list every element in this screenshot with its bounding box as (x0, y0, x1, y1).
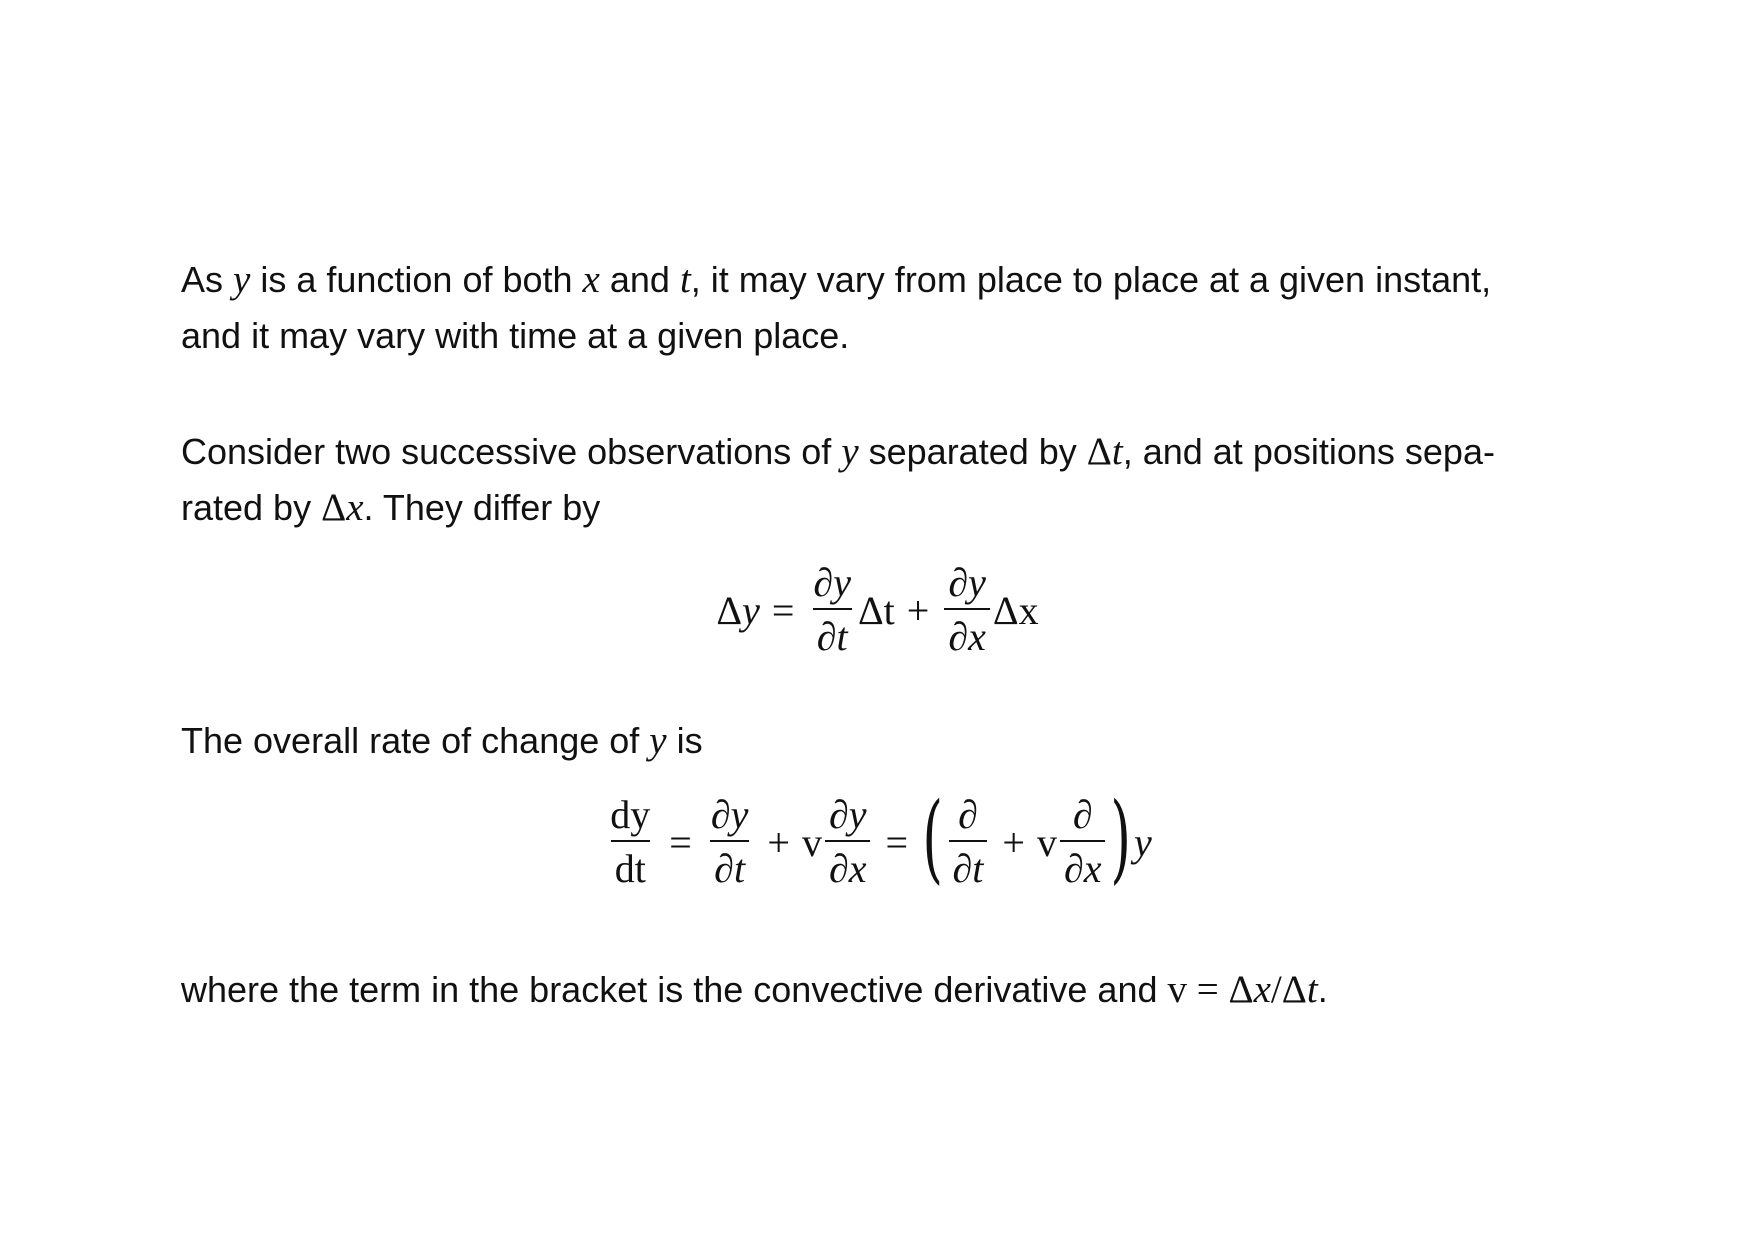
fraction-denominator: ∂x (944, 608, 990, 660)
fraction-partial-t (707, 792, 753, 892)
paragraph-line (181, 480, 1581, 536)
math-var-v: v (1167, 968, 1188, 1011)
math-delta: Δ (1281, 968, 1307, 1011)
paragraph-line (181, 713, 1581, 769)
fraction-numerator: ∂y (828, 792, 867, 837)
math-term-delta-x: Δx (992, 587, 1039, 633)
text-run: . (1317, 969, 1328, 1010)
fraction-numerator: ∂ (1072, 792, 1093, 837)
text-run: The overall rate of change of (181, 720, 650, 761)
paragraph-convective-definition (181, 962, 1581, 1018)
paragraph-line (181, 962, 1581, 1018)
fraction-numerator: dy (610, 792, 651, 837)
fraction-operator-x (1060, 792, 1106, 892)
math-equals: = (885, 819, 909, 865)
text-run: is (666, 720, 703, 761)
paragraph-observations (181, 424, 1581, 536)
math-equals: = (669, 819, 692, 865)
math-plus: + (767, 819, 790, 865)
math-delta: Δ (1086, 430, 1112, 473)
text-run: and (599, 259, 680, 300)
paragraph-variation (181, 252, 1581, 364)
fraction-numerator: ∂y (813, 560, 851, 605)
fraction-denominator: ∂x (1060, 840, 1106, 892)
text-run: As (181, 259, 234, 300)
math-var-v: v (801, 819, 822, 865)
text-run: is a function of both (250, 259, 583, 300)
math-plus: + (1002, 819, 1025, 865)
math-var-x: x (346, 486, 364, 529)
math-plus: + (906, 587, 930, 633)
text-run: , and at positions sepa- (1122, 431, 1495, 472)
paragraph-rate-of-change (181, 713, 1581, 769)
math-delta: Δ (321, 486, 347, 529)
paragraph-line (181, 252, 1581, 308)
math-var-x: x (582, 258, 600, 301)
fraction-denominator: ∂x (825, 840, 871, 892)
math-var-t: t (679, 258, 691, 301)
text-run: . They differ by (363, 487, 601, 528)
paragraph-line (181, 424, 1581, 480)
math-var-y: y (841, 430, 859, 473)
text-run: where the term in the bracket is the convective derivative and (181, 969, 1168, 1010)
math-var-t: t (1306, 968, 1318, 1011)
fraction-denominator: ∂t (949, 840, 988, 892)
math-var-y: y (742, 587, 760, 633)
fraction-denominator: ∂t (813, 608, 852, 660)
text-run: separated by (858, 431, 1087, 472)
math-term-delta-t: Δt (857, 587, 895, 633)
fraction-numerator: ∂ (958, 792, 978, 837)
math-var-y: y (233, 258, 251, 301)
paragraph-line: and it may vary with time at a given place. (181, 315, 850, 356)
fraction-dy-dx (944, 560, 990, 660)
fraction-denominator: dt (611, 840, 650, 892)
math-var-y: y (649, 719, 667, 762)
fraction-dy-dt (809, 560, 855, 660)
fraction-denominator: ∂t (710, 840, 749, 892)
text-run: rated by (181, 487, 322, 528)
math-equals: = (771, 587, 795, 633)
math-equals: = (1187, 968, 1229, 1011)
fraction-operator-t (949, 792, 988, 892)
math-var-t: t (1111, 430, 1123, 473)
math-var-y: y (1133, 819, 1152, 865)
math-delta: Δ (716, 587, 743, 633)
math-delta: Δ (1228, 968, 1254, 1011)
math-slash: / (1270, 968, 1282, 1011)
math-left-paren: ( (922, 782, 944, 894)
math-var-v: v (1036, 819, 1057, 865)
fraction-numerator: ∂y (710, 792, 749, 837)
fraction-numerator: ∂y (948, 560, 986, 605)
math-var-x: x (1253, 968, 1271, 1011)
text-run: , it may vary from place to place at a given instant, (690, 259, 1492, 300)
equation-convective-derivative (0, 782, 1755, 898)
equation-delta-y (0, 556, 1755, 664)
math-right-paren: ) (1110, 782, 1132, 894)
fraction-total-derivative (606, 792, 654, 892)
text-run: Consider two successive observations of (181, 431, 842, 472)
fraction-partial-x (825, 792, 871, 892)
